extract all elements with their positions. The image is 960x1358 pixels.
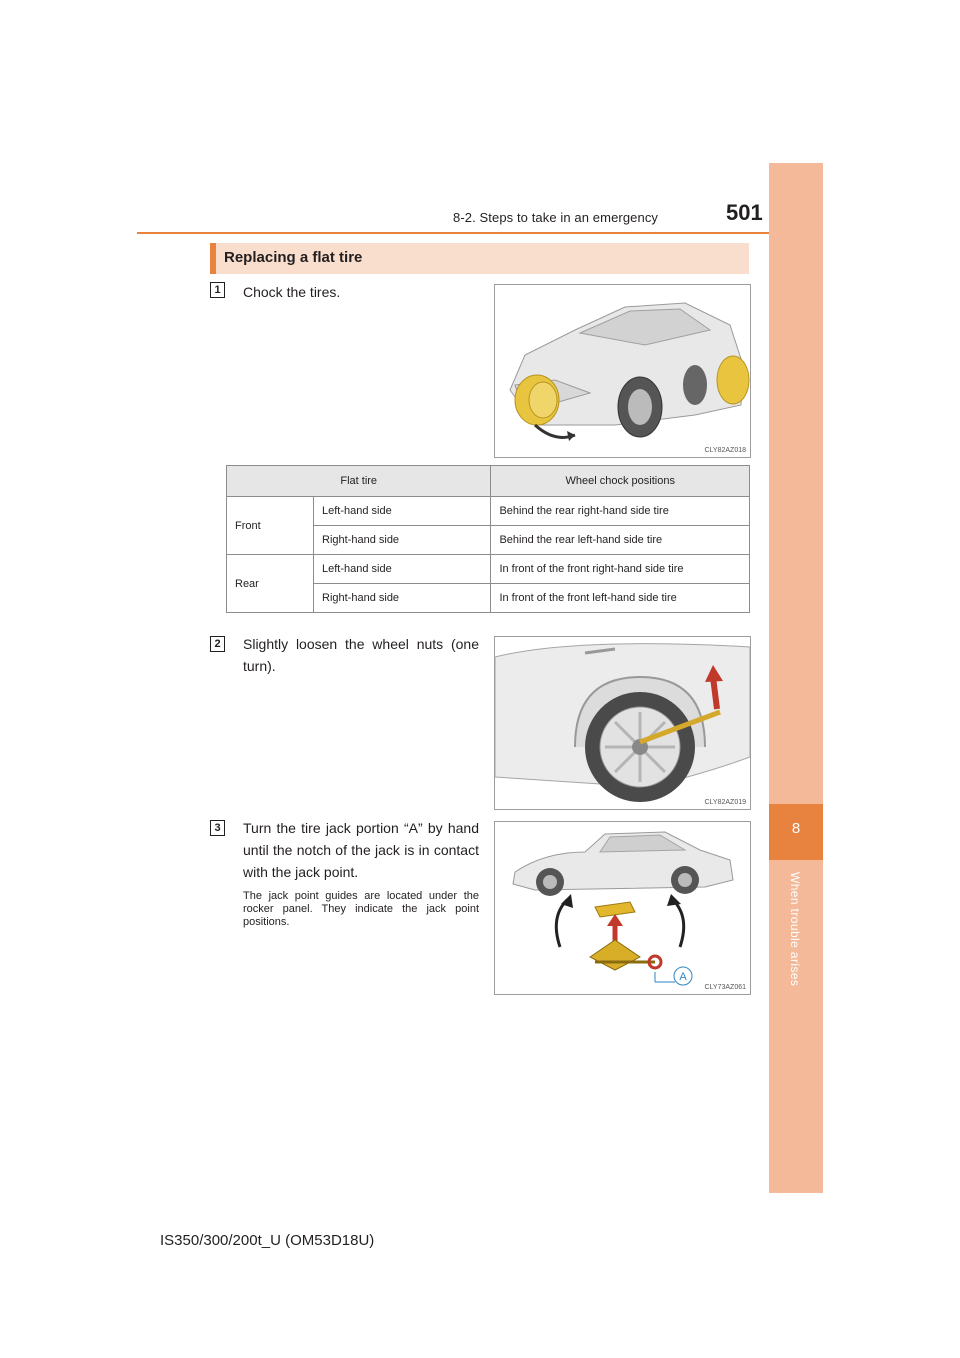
step-1-text: Chock the tires. — [243, 284, 341, 300]
header-rule — [137, 232, 822, 234]
chapter-title: When trouble arises — [788, 872, 802, 987]
wheel-nut-illustration — [495, 637, 750, 809]
page-number: 501 — [726, 200, 763, 225]
figure-jack-point — [494, 821, 751, 995]
table-row — [227, 555, 750, 584]
section-title: 8-2. Steps to take in an emergency — [453, 210, 659, 225]
table-header-flat-tire: Flat tire — [227, 466, 491, 497]
table-cell-side: Right-hand side — [314, 584, 491, 613]
step-3-note: The jack point guides are located under the rocker panel. They indicate the jack point positions. — [243, 890, 479, 928]
table-cell-side: Right-hand side — [314, 526, 491, 555]
table-row — [227, 497, 750, 526]
section-heading-accent — [210, 243, 216, 274]
chapter-side-tab — [769, 163, 823, 1193]
car-chock-illustration — [495, 285, 750, 457]
figure-loosen-nuts — [494, 636, 751, 810]
table-header-chock-positions: Wheel chock positions — [491, 466, 750, 497]
step-number-3: 3 — [210, 820, 225, 836]
step-number-2: 2 — [210, 636, 225, 652]
table-group-front: Front — [227, 497, 314, 555]
table-cell-position: In front of the front left-hand side tire — [491, 584, 750, 613]
jack-illustration — [495, 822, 750, 994]
figure-code: CLY82AZ019 — [704, 799, 746, 806]
step-number-1: 1 — [210, 282, 225, 298]
table-cell-position: Behind the rear left-hand side tire — [491, 526, 750, 555]
table-cell-position: In front of the front right-hand side tire — [491, 555, 750, 584]
table-header-row — [227, 466, 750, 497]
chapter-number: 8 — [791, 820, 801, 837]
footer-model: IS350/300/200t_U (OM53D18U) — [160, 1232, 375, 1249]
step-3-text: Turn the tire jack portion “A” by hand until the notch of the jack is in contact with the jack point. — [243, 820, 479, 880]
figure-code: CLY82AZ018 — [704, 447, 746, 454]
figure-code: CLY73AZ061 — [704, 984, 746, 991]
table-cell-side: Left-hand side — [314, 555, 491, 584]
figure-chock-tires — [494, 284, 751, 458]
table-cell-side: Left-hand side — [314, 497, 491, 526]
table-group-rear: Rear — [227, 555, 314, 613]
step-2-text: Slightly loosen the wheel nuts (one turn). — [243, 636, 479, 674]
jack-portion-label: A — [679, 971, 687, 983]
section-heading: Replacing a flat tire — [224, 249, 363, 266]
wheel-chock-table — [226, 465, 750, 613]
table-cell-position: Behind the rear right-hand side tire — [491, 497, 750, 526]
